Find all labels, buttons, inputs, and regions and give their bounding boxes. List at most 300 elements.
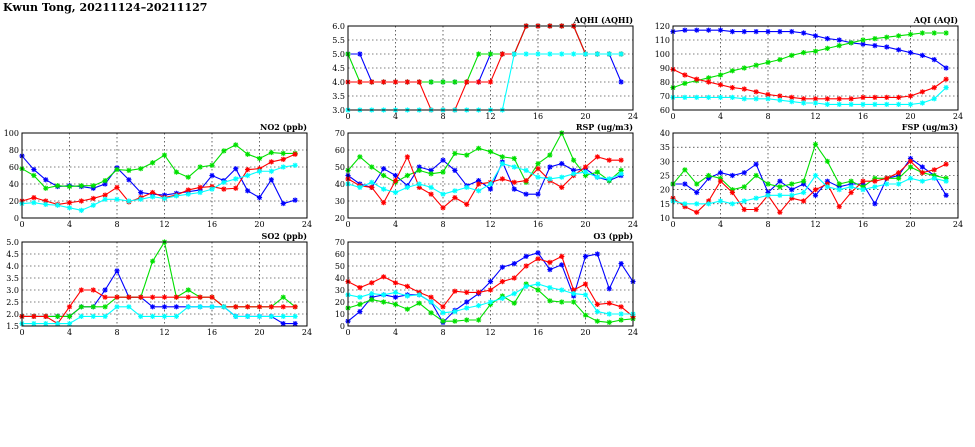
y-tick-label: 4.5 — [6, 250, 19, 259]
data-point-green — [452, 79, 457, 84]
data-point-green — [393, 302, 398, 307]
data-point-red — [777, 210, 782, 215]
x-tick-label: 24 — [627, 328, 639, 337]
x-tick-label: 0 — [670, 112, 676, 121]
data-point-green — [813, 142, 818, 147]
data-point-cyan — [547, 285, 552, 290]
data-point-blue — [742, 29, 747, 34]
data-point-green — [103, 178, 108, 183]
data-point-green — [269, 150, 274, 155]
data-point-green — [837, 181, 842, 186]
data-point-red — [944, 162, 949, 167]
data-point-cyan — [789, 193, 794, 198]
data-point-blue — [607, 286, 612, 291]
data-point-green — [174, 170, 179, 175]
data-point-cyan — [619, 171, 624, 176]
data-point-cyan — [245, 173, 250, 178]
data-point-green — [79, 183, 84, 188]
y-tick-label: 0 — [339, 322, 345, 331]
data-point-blue — [932, 57, 937, 62]
data-point-blue — [908, 50, 913, 55]
data-point-cyan — [547, 51, 552, 56]
data-point-blue — [452, 168, 457, 173]
data-point-cyan — [742, 198, 747, 203]
data-point-red — [535, 166, 540, 171]
y-tick-label: 3.0 — [6, 286, 19, 295]
data-point-red — [742, 86, 747, 91]
data-point-red — [583, 164, 588, 169]
chart-title: SO2 (ppb) — [261, 231, 307, 241]
data-point-cyan — [571, 171, 576, 176]
data-point-cyan — [813, 100, 818, 105]
data-point-green — [595, 319, 600, 324]
data-point-red — [198, 295, 203, 300]
data-point-cyan — [138, 314, 143, 319]
y-tick-label: 30 — [334, 197, 345, 206]
data-point-green — [245, 152, 250, 157]
y-tick-label: 20 — [334, 214, 345, 223]
data-point-cyan — [595, 51, 600, 56]
data-point-cyan — [209, 187, 214, 192]
data-point-cyan — [500, 161, 505, 166]
data-point-red — [464, 202, 469, 207]
data-point-cyan — [607, 176, 612, 181]
data-point-red — [872, 95, 877, 100]
data-point-blue — [872, 43, 877, 48]
data-point-cyan — [405, 185, 410, 190]
data-point-blue — [837, 37, 842, 42]
data-point-cyan — [55, 203, 60, 208]
data-point-cyan — [114, 304, 119, 309]
series-line-blue — [22, 156, 295, 204]
data-point-green — [114, 167, 119, 172]
data-point-blue — [138, 190, 143, 195]
data-point-cyan — [245, 314, 250, 319]
y-tick-label: 2.5 — [6, 298, 19, 307]
data-point-blue — [245, 188, 250, 193]
data-point-red — [547, 260, 552, 265]
data-point-red — [452, 289, 457, 294]
x-tick-label: 16 — [532, 112, 544, 121]
x-tick-label: 4 — [392, 220, 399, 229]
data-point-cyan — [174, 193, 179, 198]
data-point-cyan — [91, 203, 96, 208]
data-point-cyan — [571, 51, 576, 56]
data-point-blue — [547, 164, 552, 169]
chart-title: O3 (ppb) — [593, 231, 633, 241]
data-point-red — [405, 154, 410, 159]
data-point-red — [730, 190, 735, 195]
x-tick-label: 12 — [159, 328, 170, 337]
data-point-red — [464, 290, 469, 295]
y-tick-label: 70 — [334, 238, 345, 247]
data-point-red — [896, 95, 901, 100]
data-point-cyan — [571, 291, 576, 296]
data-point-cyan — [932, 96, 937, 101]
data-point-red — [67, 304, 72, 309]
data-point-cyan — [944, 85, 949, 90]
x-tick-label: 8 — [440, 112, 446, 121]
data-point-green — [754, 173, 759, 178]
data-point-red — [221, 187, 226, 192]
data-point-red — [706, 79, 711, 84]
x-tick-label: 24 — [301, 220, 313, 229]
data-point-red — [429, 295, 434, 300]
y-tick-label: 0 — [13, 214, 19, 223]
data-point-red — [500, 279, 505, 284]
data-point-blue — [682, 181, 687, 186]
data-point-cyan — [233, 176, 238, 181]
data-point-red — [742, 207, 747, 212]
data-point-cyan — [393, 190, 398, 195]
data-point-green — [417, 168, 422, 173]
data-point-blue — [694, 28, 699, 33]
x-tick-label: 20 — [905, 112, 916, 121]
y-tick-label: 40 — [8, 180, 19, 189]
data-point-green — [682, 167, 687, 172]
data-point-cyan — [535, 51, 540, 56]
data-point-red — [500, 51, 505, 56]
data-point-blue — [114, 268, 119, 273]
data-point-cyan — [944, 179, 949, 184]
data-point-blue — [706, 28, 711, 33]
data-point-red — [476, 181, 481, 186]
x-tick-label: 16 — [857, 220, 869, 229]
x-tick-label: 24 — [627, 220, 639, 229]
data-point-red — [512, 180, 517, 185]
data-point-red — [357, 79, 362, 84]
data-point-red — [293, 152, 298, 157]
data-point-blue — [920, 53, 925, 58]
data-point-green — [221, 148, 226, 153]
data-point-blue — [500, 265, 505, 270]
data-point-blue — [789, 29, 794, 34]
data-point-red — [595, 154, 600, 159]
data-point-green — [440, 319, 445, 324]
data-point-blue — [174, 304, 179, 309]
data-point-cyan — [777, 98, 782, 103]
x-tick-label: 24 — [301, 328, 313, 337]
x-tick-label: 20 — [580, 112, 591, 121]
data-point-cyan — [67, 321, 72, 326]
data-point-cyan — [488, 299, 493, 304]
data-point-cyan — [860, 187, 865, 192]
data-point-cyan — [849, 102, 854, 107]
data-point-blue — [920, 164, 925, 169]
y-tick-label: 110 — [654, 36, 670, 45]
data-point-red — [369, 185, 374, 190]
data-point-cyan — [754, 196, 759, 201]
series-line-red — [348, 157, 621, 208]
data-point-cyan — [221, 180, 226, 185]
data-point-blue — [694, 190, 699, 195]
data-point-blue — [162, 304, 167, 309]
data-point-red — [730, 85, 735, 90]
data-point-red — [559, 254, 564, 259]
data-point-blue — [269, 177, 274, 182]
y-tick-label: 3.0 — [332, 106, 345, 115]
data-point-blue — [583, 254, 588, 259]
data-point-cyan — [186, 304, 191, 309]
data-point-blue — [754, 29, 759, 34]
data-point-green — [440, 170, 445, 175]
data-point-cyan — [452, 188, 457, 193]
data-point-green — [103, 304, 108, 309]
data-point-cyan — [257, 314, 262, 319]
data-point-green — [91, 304, 96, 309]
y-tick-label: 60 — [334, 146, 345, 155]
data-point-blue — [884, 44, 889, 49]
series-line-green — [348, 133, 621, 182]
data-point-red — [31, 314, 36, 319]
data-point-blue — [293, 198, 298, 203]
data-point-cyan — [198, 190, 203, 195]
data-point-blue — [777, 29, 782, 34]
data-point-green — [452, 151, 457, 156]
data-point-cyan — [524, 284, 529, 289]
x-tick-label: 16 — [206, 220, 218, 229]
data-point-green — [233, 142, 238, 147]
y-tick-label: 4.5 — [332, 64, 345, 73]
data-point-cyan — [583, 51, 588, 56]
data-point-blue — [718, 28, 723, 33]
data-point-cyan — [801, 190, 806, 195]
data-point-green — [694, 181, 699, 186]
y-tick-label: 30 — [659, 157, 670, 167]
data-point-green — [920, 30, 925, 35]
data-point-blue — [765, 29, 770, 34]
data-point-red — [619, 304, 624, 309]
x-tick-label: 8 — [114, 328, 120, 337]
data-point-red — [754, 207, 759, 212]
series-line-blue — [348, 160, 621, 194]
data-point-blue — [547, 267, 552, 272]
series-line-red — [673, 69, 946, 98]
data-point-cyan — [369, 291, 374, 296]
data-point-cyan — [162, 196, 167, 201]
data-point-red — [381, 200, 386, 205]
data-point-blue — [281, 321, 286, 326]
data-point-red — [381, 79, 386, 84]
data-point-cyan — [293, 163, 298, 168]
x-tick-label: 4 — [66, 328, 73, 337]
data-point-green — [162, 153, 167, 158]
x-tick-label: 12 — [485, 112, 496, 121]
data-point-green — [789, 181, 794, 186]
data-point-blue — [718, 170, 723, 175]
data-point-blue — [896, 47, 901, 52]
data-point-red — [813, 187, 818, 192]
data-point-green — [837, 43, 842, 48]
y-tick-label: 60 — [659, 106, 670, 115]
data-point-red — [524, 263, 529, 268]
data-point-red — [607, 158, 612, 163]
data-point-green — [813, 49, 818, 54]
data-point-red — [198, 185, 203, 190]
data-point-cyan — [91, 314, 96, 319]
data-point-cyan — [126, 198, 131, 203]
data-point-red — [825, 96, 830, 101]
data-point-green — [405, 307, 410, 312]
y-tick-label: 40 — [334, 180, 345, 189]
data-point-blue — [150, 304, 155, 309]
y-tick-label: 30 — [334, 286, 345, 295]
data-point-blue — [789, 187, 794, 192]
chart-2 — [4, 122, 312, 229]
y-tick-label: 10 — [334, 310, 345, 319]
chart-1 — [655, 15, 963, 121]
data-point-blue — [393, 295, 398, 300]
x-tick-label: 24 — [952, 220, 964, 229]
data-point-red — [91, 287, 96, 292]
data-point-blue — [103, 287, 108, 292]
data-point-cyan — [559, 287, 564, 292]
data-point-cyan — [198, 304, 203, 309]
y-tick-label: 5.0 — [332, 50, 345, 59]
data-point-red — [452, 195, 457, 200]
data-point-red — [233, 304, 238, 309]
data-point-cyan — [706, 201, 711, 206]
data-point-green — [500, 154, 505, 159]
data-point-cyan — [417, 181, 422, 186]
y-tick-label: 90 — [659, 64, 670, 73]
series-line-green — [673, 33, 946, 88]
data-point-green — [777, 184, 782, 189]
data-point-cyan — [67, 205, 72, 210]
data-point-green — [357, 154, 362, 159]
data-point-cyan — [103, 197, 108, 202]
data-point-green — [512, 301, 517, 306]
data-point-blue — [754, 162, 759, 167]
data-point-cyan — [55, 321, 60, 326]
data-point-cyan — [619, 51, 624, 56]
chart-title: NO2 (ppb) — [260, 122, 307, 132]
data-point-cyan — [694, 201, 699, 206]
x-tick-label: 12 — [159, 220, 170, 229]
data-point-green — [257, 156, 262, 161]
data-point-cyan — [765, 96, 770, 101]
data-point-red — [162, 295, 167, 300]
y-tick-label: 4.0 — [332, 78, 345, 87]
data-point-red — [381, 274, 386, 279]
data-point-red — [393, 79, 398, 84]
data-point-red — [801, 198, 806, 203]
data-point-green — [742, 65, 747, 70]
data-point-red — [920, 170, 925, 175]
data-point-cyan — [31, 200, 36, 205]
data-point-cyan — [908, 102, 913, 107]
data-point-red — [209, 295, 214, 300]
y-tick-label: 3.5 — [6, 274, 19, 283]
data-point-red — [476, 290, 481, 295]
y-tick-label: 5.5 — [332, 36, 345, 45]
data-point-cyan — [440, 310, 445, 315]
y-tick-label: 100 — [654, 50, 670, 59]
data-point-green — [789, 53, 794, 58]
data-point-green — [381, 299, 386, 304]
data-point-cyan — [813, 173, 818, 178]
x-tick-label: 4 — [66, 220, 73, 229]
data-point-red — [114, 185, 119, 190]
data-point-green — [765, 181, 770, 186]
data-point-cyan — [488, 181, 493, 186]
data-point-cyan — [619, 311, 624, 316]
data-point-cyan — [583, 292, 588, 297]
data-point-blue — [43, 177, 48, 182]
x-tick-label: 16 — [206, 328, 218, 337]
data-point-red — [512, 275, 517, 280]
data-point-red — [837, 204, 842, 209]
data-point-cyan — [535, 281, 540, 286]
data-point-red — [79, 198, 84, 203]
y-tick-label: 70 — [659, 92, 670, 101]
data-point-green — [607, 320, 612, 325]
data-point-green — [571, 299, 576, 304]
data-point-blue — [872, 201, 877, 206]
data-point-cyan — [233, 314, 238, 319]
data-point-cyan — [825, 102, 830, 107]
data-point-green — [559, 299, 564, 304]
data-point-cyan — [607, 51, 612, 56]
data-point-cyan — [524, 51, 529, 56]
x-tick-label: 0 — [345, 328, 351, 337]
x-tick-label: 4 — [392, 328, 399, 337]
data-point-cyan — [269, 314, 274, 319]
data-point-cyan — [730, 201, 735, 206]
data-point-cyan — [269, 169, 274, 174]
x-tick-label: 0 — [345, 220, 351, 229]
data-point-red — [754, 89, 759, 94]
data-point-red — [694, 77, 699, 82]
y-tick-label: 120 — [654, 22, 670, 31]
data-point-cyan — [476, 303, 481, 308]
data-point-red — [405, 79, 410, 84]
data-point-cyan — [174, 314, 179, 319]
data-point-red — [269, 159, 274, 164]
data-point-green — [742, 184, 747, 189]
data-point-red — [281, 157, 286, 162]
data-point-red — [91, 196, 96, 201]
data-point-red — [595, 302, 600, 307]
data-point-green — [488, 149, 493, 154]
data-point-cyan — [79, 314, 84, 319]
data-point-green — [476, 146, 481, 151]
data-point-blue — [524, 254, 529, 259]
x-tick-label: 24 — [952, 112, 964, 121]
data-point-green — [860, 37, 865, 42]
y-tick-label: 20 — [334, 298, 345, 307]
series-line-green — [22, 242, 295, 316]
data-point-blue — [813, 33, 818, 38]
data-point-cyan — [512, 164, 517, 169]
data-point-red — [369, 280, 374, 285]
y-tick-label: 5.0 — [6, 238, 19, 247]
data-point-cyan — [393, 290, 398, 295]
data-point-blue — [944, 193, 949, 198]
data-point-blue — [209, 173, 214, 178]
data-point-cyan — [896, 181, 901, 186]
data-point-cyan — [706, 95, 711, 100]
data-point-red — [245, 304, 250, 309]
data-point-red — [31, 195, 36, 200]
data-point-green — [31, 173, 36, 178]
data-point-green — [944, 30, 949, 35]
y-tick-label: 2.0 — [6, 310, 19, 319]
data-point-blue — [488, 279, 493, 284]
data-point-green — [150, 160, 155, 165]
data-point-blue — [126, 177, 131, 182]
data-point-cyan — [825, 184, 830, 189]
